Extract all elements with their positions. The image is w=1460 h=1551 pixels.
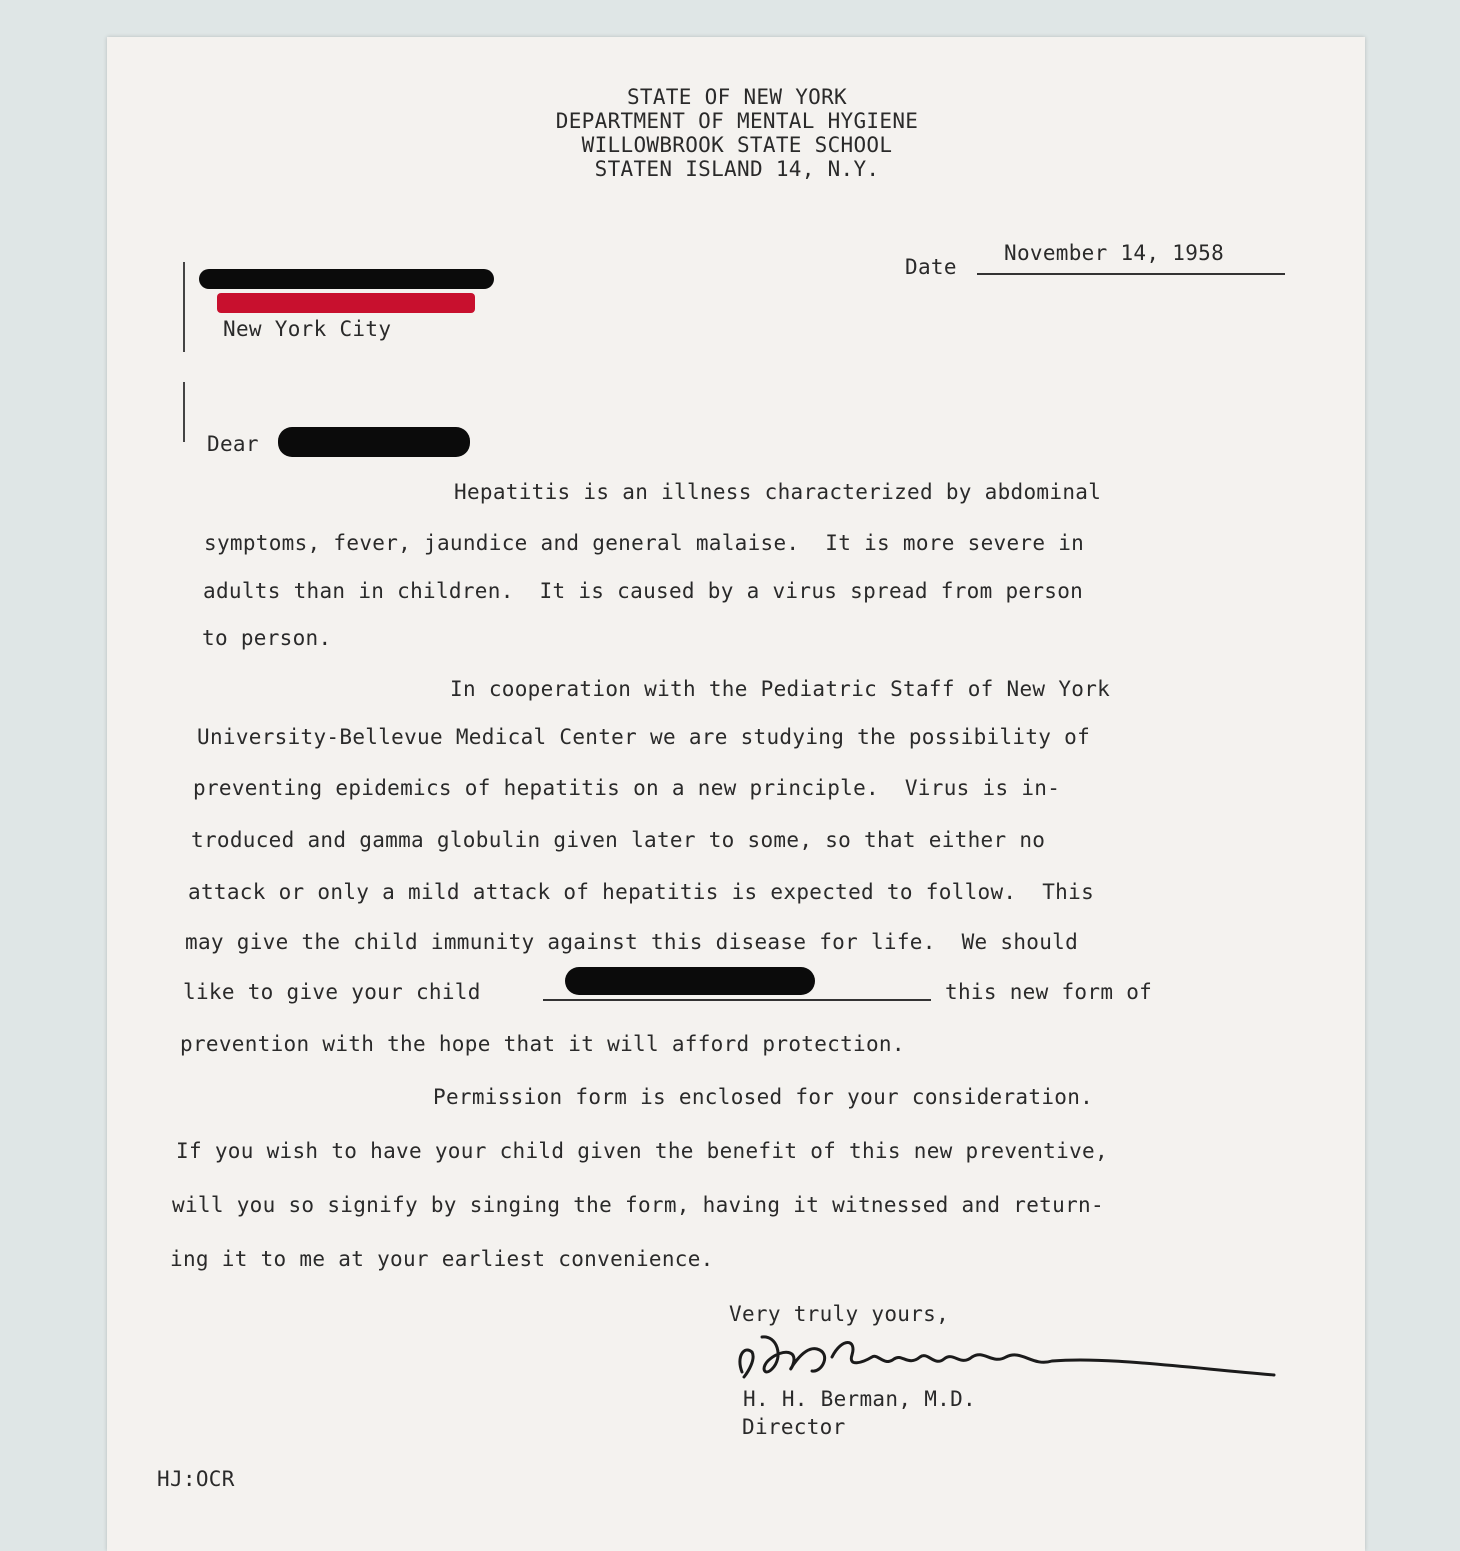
date-underline xyxy=(977,273,1285,275)
date-label: Date xyxy=(905,255,957,279)
paragraph-3-line-2: If you wish to have your child given the benefit of this new preventive, xyxy=(176,1139,1108,1163)
redacted-child-name xyxy=(565,967,815,995)
paragraph-2-line-7a: like to give your child xyxy=(183,980,481,1004)
letter-page xyxy=(107,37,1365,1551)
paragraph-2-line-8: prevention with the hope that it will afford protection. xyxy=(180,1032,905,1056)
paragraph-2-line-3: preventing epidemics of hepatitis on a new principle. Virus is in- xyxy=(193,776,1061,800)
paragraph-2-line-1: In cooperation with the Pediatric Staff of New York xyxy=(450,677,1111,701)
address-city: New York City xyxy=(223,317,392,341)
signer-title: Director xyxy=(742,1415,846,1439)
paragraph-2-line-6: may give the child immunity against this disease for life. We should xyxy=(185,930,1079,954)
reference-initials: HJ:OCR xyxy=(157,1467,235,1491)
date-value: November 14, 1958 xyxy=(1004,241,1225,265)
paragraph-3-line-3: will you so signify by singing the form, having it witnessed and return- xyxy=(172,1193,1104,1217)
paragraph-2-line-7b: this new form of xyxy=(945,980,1153,1004)
paragraph-2-line-4: troduced and gamma globulin given later to some, so that either no xyxy=(191,828,1046,852)
paragraph-1-line-1: Hepatitis is an illness characterized by abdominal xyxy=(454,480,1102,504)
paragraph-1-line-4: to person. xyxy=(202,626,332,650)
letterhead-line-4: STATEN ISLAND 14, N.Y. xyxy=(594,157,880,181)
margin-mark xyxy=(183,262,185,352)
child-name-underline xyxy=(543,999,931,1001)
valediction: Very truly yours, xyxy=(729,1302,950,1326)
letterhead-line-2: DEPARTMENT OF MENTAL HYGIENE xyxy=(555,109,919,133)
letterhead-line-1: STATE OF NEW YORK xyxy=(626,85,848,109)
redacted-name xyxy=(199,269,494,289)
paragraph-1-line-3: adults than in children. It is caused by a virus spread from person xyxy=(203,579,1084,603)
salutation: Dear xyxy=(207,432,259,456)
paragraph-2-line-2: University-Bellevue Medical Center we are studying the possibility of xyxy=(197,725,1091,749)
paragraph-3-line-4: ing it to me at your earliest convenience. xyxy=(170,1247,714,1271)
paragraph-2-line-5: attack or only a mild attack of hepatitis is expected to follow. This xyxy=(188,880,1095,904)
redacted-parent-name xyxy=(278,427,470,457)
margin-mark xyxy=(183,382,185,442)
letterhead-line-3: WILLOWBROOK STATE SCHOOL xyxy=(581,133,893,157)
paragraph-1-line-2: symptoms, fever, jaundice and general malaise. It is more severe in xyxy=(204,531,1085,555)
signer-name: H. H. Berman, M.D. xyxy=(743,1387,976,1411)
redacted-street xyxy=(217,293,475,313)
paragraph-3-line-1: Permission form is enclosed for your consideration. xyxy=(433,1085,1094,1109)
signature xyxy=(722,1327,1282,1389)
